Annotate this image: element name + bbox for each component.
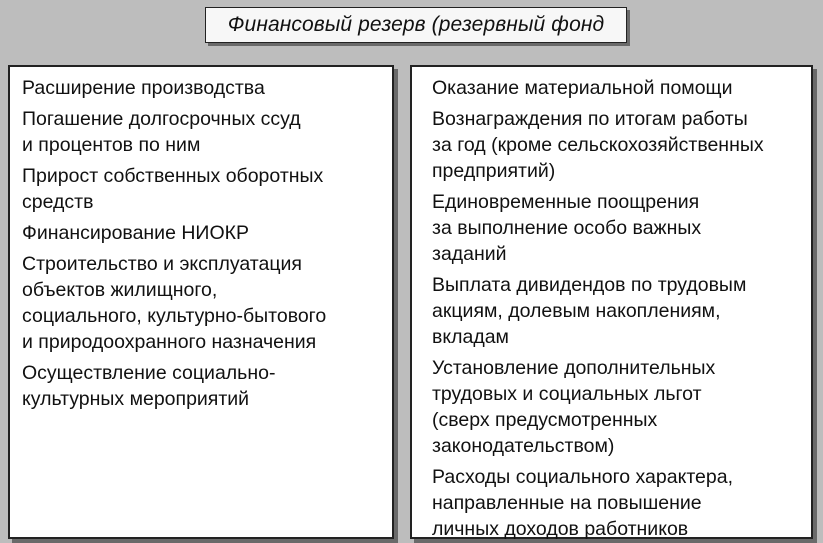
list-item: Установление дополнительных трудовых и социальных льгот (сверх предусмотренных законодательством) (432, 357, 716, 457)
list-item: Строительство и эксплуатация объектов жилищного, социального, культурно-бытового и природоохранного назначения (22, 253, 327, 353)
list-item: Оказание материальной помощи (432, 77, 733, 99)
title-box (205, 7, 627, 43)
list-item: Выплата дивидендов по трудовым акциям, долевым накоплениям, вкладам (432, 274, 747, 348)
diagram-title: Финансовый резерв (резервный фонд (227, 13, 605, 36)
list-item: Расширение производства (22, 77, 265, 99)
list-item: Единовременные поощрения за выполнение особо важных заданий (432, 191, 702, 265)
right-list (432, 75, 811, 542)
list-item: Вознаграждения по итогам работы за год (кроме сельскохозяйственных предприятий) (432, 108, 764, 182)
left-list (22, 75, 392, 412)
right-panel (410, 65, 813, 539)
list-item: Погашение долгосрочных ссуд и процентов по ним (22, 108, 301, 156)
list-item: Расходы социального характера, направленные на повышение личных доходов работников (432, 466, 734, 540)
list-item: Финансирование НИОКР (22, 222, 249, 244)
list-item: Осуществление социально- культурных мероприятий (22, 362, 276, 410)
list-item: Прирост собственных оборотных средств (22, 165, 324, 213)
left-panel (8, 65, 394, 539)
